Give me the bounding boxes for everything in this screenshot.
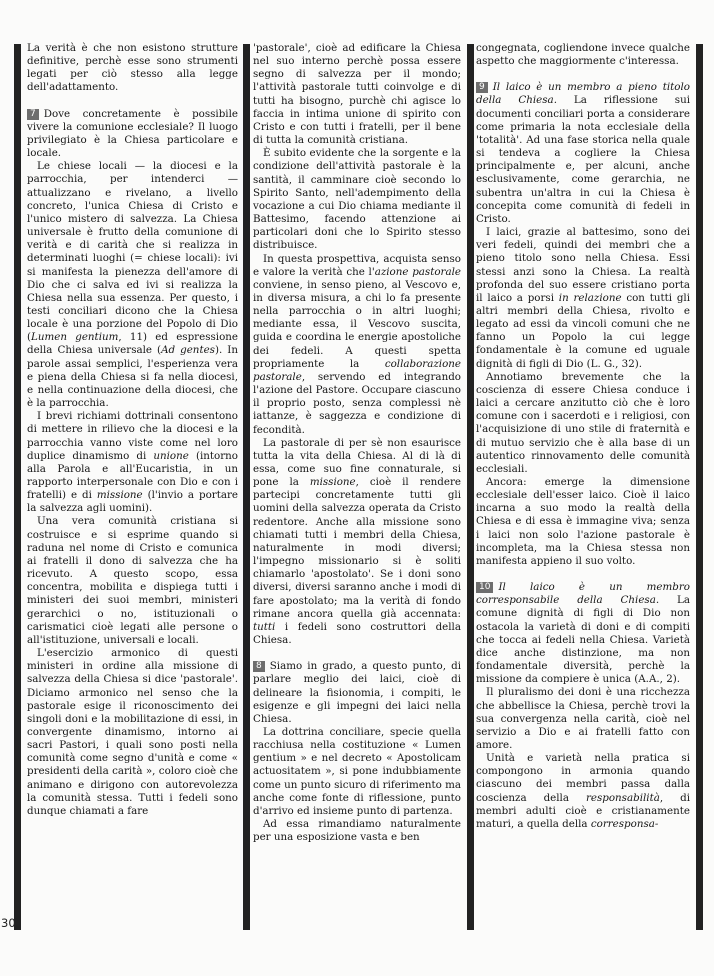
section-8-heading (253, 660, 461, 726)
paragraph: La dottrina conciliare, specie quella racchiusa nella costituzione « Lumen gentium » e nel decreto « Apostolicam actuositatem », si pone indubbiamente come un punto sicuro di riferimento ma anche come fonte di riflessione, punto d'arrivo ed insieme punto di partenza. (253, 725, 461, 817)
paragraph: È subito evidente che la sorgente e la condizione dell'attività pastorale è la santità, il camminare cioè secondo lo Spirito Santo, nell'adempimento della vocazione a cui Dio chiama mediante il Battesimo, facendo attenzione ai particolari doni che lo Spirito stesso distribuisce. (253, 147, 461, 252)
section-8-title: Siamo in grado, a questo punto, di parlare meglio dei laici, cioè di delineare la fisionomia, i compiti, le esigenze e gli impegni dei laici nella Chiesa. (253, 660, 461, 725)
column-rule-right (696, 44, 703, 930)
text-column-2 (253, 42, 461, 934)
paragraph: Il pluralismo dei doni è una ricchezza che abbellisce la Chiesa, perchè trovi la sua convergenza nella carità, cioè nel servizio a Dio e ai fratelli fatto con amore. (476, 686, 690, 751)
paragraph: Annotiamo brevemente che la coscienza di essere Chiesa conduce i laici a cercare anzitutto ciò che è loro comune con i sacerdoti e i religiosi, con l'acquisizione di uno stile di fraternità e di mutuo servizio che è alla base di un autentico rinnovamento delle comunità ecclesiali. (476, 370, 690, 475)
paragraph: La verità è che non esistono strutture definitive, perchè esse sono strumenti legati per ciò stesso alla legge dell'adattamento. (27, 42, 238, 94)
text-column-1 (27, 42, 238, 934)
paragraph: In questa prospettiva, acquista senso e valore la verità che l'azione pastorale conviene, in senso pieno, al Vescovo e, in diversa misura, a chi lo fa presente nella parrocchia o in altri luoghi; mediante essa, il Vescovo suscita, guida e coordina le energie apostoliche dei fedeli. A questi spetta propriamente la collaborazione pastorale, servendo ed integrando l'azione del Pastore. Occupare ciascuno il proprio posto, senza complessi nè iattanze, è saggezza e condizione di fecondità. (253, 252, 461, 436)
section-number-9: 9 (476, 82, 488, 93)
section-9-title: Il laico è un membro a pieno titolo della Chiesa. (476, 81, 690, 107)
section-10-heading: 10 Il laico è un membro corresponsabile della Chiesa. La comune dignità di figli di Dio non ostacola la varietà di doni e di compiti che tocca ai fedeli nella Chiesa. Varietà dice anche distinzione, ma non fondamentale diversità, perchè la missione da compiere è unica (A.A., 2). (476, 581, 690, 686)
section-number-8: 8 (253, 661, 265, 672)
section-10-title: Il laico è un membro corresponsabile della Chiesa. (476, 581, 690, 607)
paragraph: Unità e varietà nella pratica si compongono in armonia quando ciascuno dei membri passa dalla coscienza della responsabilità, di membri adulti cioè e cristianamente maturi, a quella della corresponsa- (476, 752, 690, 830)
section-number-10: 10 (476, 582, 493, 593)
paragraph: Ad essa rimandiamo naturalmente per una esposizione vasta e ben (253, 818, 461, 844)
text-column-3 (476, 42, 690, 934)
paragraph: Ancora: emerge la dimensione ecclesiale dell'esser laico. Cioè il laico incarna a suo modo la realtà della Chiesa e di essa è immagine viva; senza i laici non solo l'azione pastorale è incompleta, ma la Chiesa stessa non manifesta appieno il suo volto. (476, 476, 690, 567)
section-9-heading: 9 Il laico è un membro a pieno titolo della Chiesa. La riflessione sui documenti conciliari porta a considerare come primaria la nota ecclesiale della 'totalità'. Ad una fase storica nella quale si tendeva a cogliere la Chiesa principalmente e, per alcuni, anche esclusivamente, come gerarchia, ne subentra un'altra in cui la Chiesa è concepita come comunità di fedeli in Cristo. (476, 81, 690, 225)
section-7-title: Dove concretamente è possibile vivere la comunione ecclesiale? Il luogo privilegiato è la Chiesa particolare e locale. (27, 107, 238, 160)
column-rule-middle-left (243, 44, 250, 930)
paragraph: Una vera comunità cristiana si costruisce e si esprime quando si raduna nel nome di Cristo e comunica ai fratelli il dono di salvezza che ha ricevuto. A questo scopo, essa concentra, mobilita e dispiega tutti i ministeri dei suoi membri, ministeri gerarchici o no, istituzionali o carismatici cioè legati alle persone o all'istituzione, universali e locali. (27, 515, 238, 646)
paragraph: La pastorale di per sè non esaurisce tutta la vita della Chiesa. Al di là di essa, come suo fine connaturale, si pone la missione, cioè il rendere partecipi concretamente tutti gli uomini della salvezza operata da Cristo redentore. Anche alla missione sono chiamati tutti i membri della Chiesa, naturalmente in modi diversi; l'impegno missionario si è soliti chiamarlo 'apostolato'. Se i doni sono diversi, diversi saranno anche i modi di fare apostolato; ma la verità di fondo rimane ancora quella già accennata: tutti i fedeli sono costruttori della Chiesa. (253, 436, 461, 647)
paragraph: I brevi richiami dottrinali consentono di mettere in rilievo che la diocesi e la parrocchia vanno viste come nel loro duplice dinamismo di unione (intorno alla Parola e all'Eucaristia, in un rapporto interpersonale con Dio e con i fratelli) e di missione (l'invio a portare la salvezza agli uomini). (27, 410, 238, 515)
page-number: 30 (1, 916, 16, 930)
paragraph: Le chiese locali — la diocesi e la parrocchia, per intenderci — attualizzano e rivelano, a livello concreto, l'unica Chiesa di Cristo e l'unico mistero di salvezza. La Chiesa universale è frutto della comunione di verità e di carità che si realizza in determinati luoghi (= chiese locali): ivi si manifesta la pienezza dell'amore di Dio che ci salva ed ivi si realizza la Chiesa nella sua essenza. Per questo, i testi conciliari dicono che la Chiesa locale è una porzione del Popolo di Dio (Lumen gentium, 11) ed espressione della Chiesa universale (Ad gentes). In parole assai semplici, l'esperienza vera e piena della Chiesa si fa nella diocesi, e nella continuazione della diocesi, che è la parrocchia. (27, 160, 238, 410)
paragraph: L'esercizio armonico di questi ministeri in ordine alla missione di salvezza della Chiesa si dice 'pastorale'. Diciamo armonico nel senso che la pastorale esige il riconoscimento dei singoli doni e la mobilitazione di essi, in convergente dinamismo, intorno ai sacri Pastori, i quali sono posti nella comunità come segno d'unità e come « presidenti della carità », coloro cioè che animano e dirigono con autorevolezza la comunità stessa. Tutti i fedeli sono dunque chiamati a fare (27, 647, 238, 817)
section-7-heading (27, 108, 238, 161)
paragraph: 'pastorale', cioè ad edificare la Chiesa nel suo interno perchè possa essere segno di salvezza per il mondo; l'attività pastorale tutti coinvolge e di tutti ha bisogno, purchè chi agisce lo faccia in intima unione di spirito con Cristo e con tutti i fratelli, per il bene di tutta la comunità cristiana. (253, 42, 461, 147)
paragraph: I laici, grazie al battesimo, sono dei veri fedeli, quindi dei membri che a pieno titolo sono nella Chiesa. Essi stessi anzi sono la Chiesa. La realtà profonda del suo essere cristiano porta il laico a porsi in relazione con tutti gli altri membri della Chiesa, rivolto e legato ad essi da vincoli comuni che ne fanno un Popolo la cui legge fondamentale è la comune ed uguale dignità di figli di Dio (L. G., 32). (476, 226, 690, 370)
paragraph: congegnata, cogliendone invece qualche aspetto che maggiormente c'interessa. (476, 42, 690, 68)
section-number-7: 7 (27, 109, 39, 120)
column-rule-left (14, 44, 21, 930)
column-rule-middle-right (467, 44, 474, 930)
